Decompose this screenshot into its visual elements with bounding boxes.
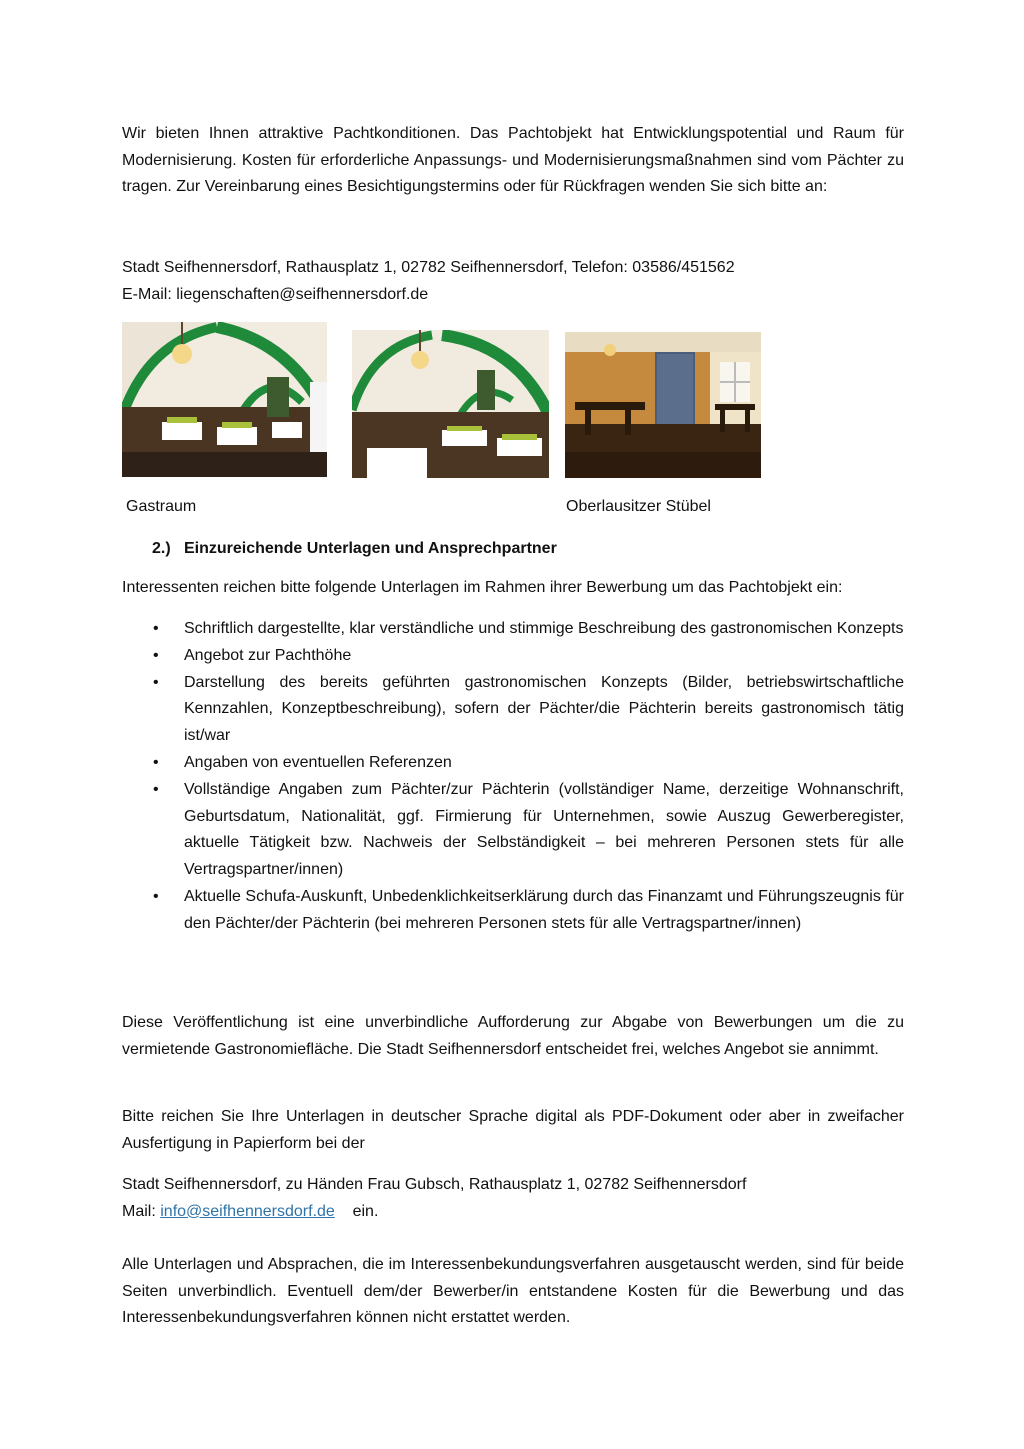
bullet-icon: • bbox=[153, 753, 159, 771]
bullet-icon: • bbox=[153, 673, 159, 691]
bullet-icon: • bbox=[153, 620, 159, 637]
list-item: • Schriftlich dargestellte, klar verständliche und stimmige Beschreibung des gastronomischen Konzepts bbox=[122, 616, 904, 643]
contact-address-2: Stadt Seifhennersdorf, zu Händen Frau Gubsch, Rathausplatz 1, 02782 Seifhennersdorf bbox=[122, 1176, 747, 1193]
caption-oberlausitzer-stuebel: Oberlausitzer Stübel bbox=[566, 498, 711, 515]
mail-suffix: ein. bbox=[352, 1202, 379, 1220]
submission-paragraph: Bitte reichen Sie Ihre Unterlagen in deutscher Sprache digital als PDF-Dokument oder aber in zweifacher Ausfertigung in Papierform bei der bbox=[122, 1108, 904, 1152]
list-item: • Angebot zur Pachthöhe bbox=[122, 643, 904, 670]
bullet-icon: • bbox=[153, 646, 159, 664]
contact-block-1 bbox=[122, 255, 904, 308]
contact-address-1: Stadt Seifhennersdorf, Rathausplatz 1, 02782 Seifhennersdorf, Telefon: 03586/451562 bbox=[122, 259, 735, 276]
contact-email-1: E-Mail: liegenschaften@seifhennersdorf.de bbox=[122, 285, 429, 303]
intro-paragraph: Wir bieten Ihnen attraktive Pachtkonditionen. Das Pachtobjekt hat Entwicklungspotential und Raum für Modernisierung. Kosten für erforderliche Anpassungs- und Modernisierungsmaßnahmen sind vom Pächter zu tragen. Zur Vereinbarung eines Besichtigungstermins oder für Rückfragen wenden Sie sich bitte an: bbox=[122, 125, 904, 196]
section-title: Einzureichende Unterlagen und Ansprechpartner bbox=[184, 540, 557, 557]
list-item: • Darstellung des bereits geführten gastronomischen Konzepts (Bilder, betriebswirtschaftliche Kennzahlen, Konzeptbeschreibung), sofern der Pächter/die Pächterin bereits gastronomisch tätig ist/war bbox=[122, 670, 904, 750]
photo-row bbox=[122, 322, 904, 482]
section-number: 2.) bbox=[152, 540, 171, 557]
caption-gastraum: Gastraum bbox=[126, 498, 197, 515]
list-item: • Angaben von eventuellen Referenzen bbox=[122, 750, 904, 777]
disclaimer-paragraph: Diese Veröffentlichung ist eine unverbindliche Aufforderung zur Abgabe von Bewerbungen um die zu vermietende Gastronomiefläche. Die Stadt Seifhennersdorf entscheidet frei, welches Angebot sie annimmt. bbox=[122, 1014, 904, 1058]
contact-mail-line bbox=[122, 1199, 904, 1226]
mail-link[interactable]: info@seifhennersdorf.de bbox=[160, 1202, 335, 1220]
bullet-icon: • bbox=[153, 887, 159, 905]
list-item: • Vollständige Angaben zum Pächter/zur Pächterin (vollständiger Name, derzeitige Wohnanschrift, Geburtsdatum, Nationalität, ggf. Firmierung für Unternehmen, sowie Auszug Gewerberegister, aktuelle Tätigkeit bzw. Nachweis der Selbständigkeit – bei mehreren Personen stets für alle Vertragspartner/innen) bbox=[122, 777, 904, 884]
list-item: • Aktuelle Schufa-Auskunft, Unbedenklichkeitserklärung durch das Finanzamt und Führungszeugnis für den Pächter/der Pächterin (bei mehreren Personen stets für alle Vertragspartner/innen) bbox=[122, 884, 904, 938]
contact-block-2 bbox=[122, 1172, 904, 1225]
closing-paragraph: Alle Unterlagen und Absprachen, die im Interessenbekundungsverfahren ausgetauscht werden, sind für beide Seiten unverbindlich. Eventuell dem/der Bewerber/in entstandene Kosten für die Bewerbung und das Interessenbekundungsverfahren können nicht erstattet werden. bbox=[122, 1256, 904, 1327]
bullet-icon: • bbox=[153, 780, 159, 798]
section-heading bbox=[152, 537, 557, 561]
requirements-list bbox=[122, 616, 904, 938]
lead-paragraph: Interessenten reichen bitte folgende Unterlagen im Rahmen ihrer Bewerbung um das Pachtobjekt ein: bbox=[122, 579, 843, 596]
gastraum-photo-2 bbox=[352, 330, 549, 478]
oberlausitzer-stuebel-photo bbox=[565, 332, 761, 478]
gastraum-photo bbox=[122, 322, 327, 477]
mail-label: Mail: bbox=[122, 1202, 156, 1220]
